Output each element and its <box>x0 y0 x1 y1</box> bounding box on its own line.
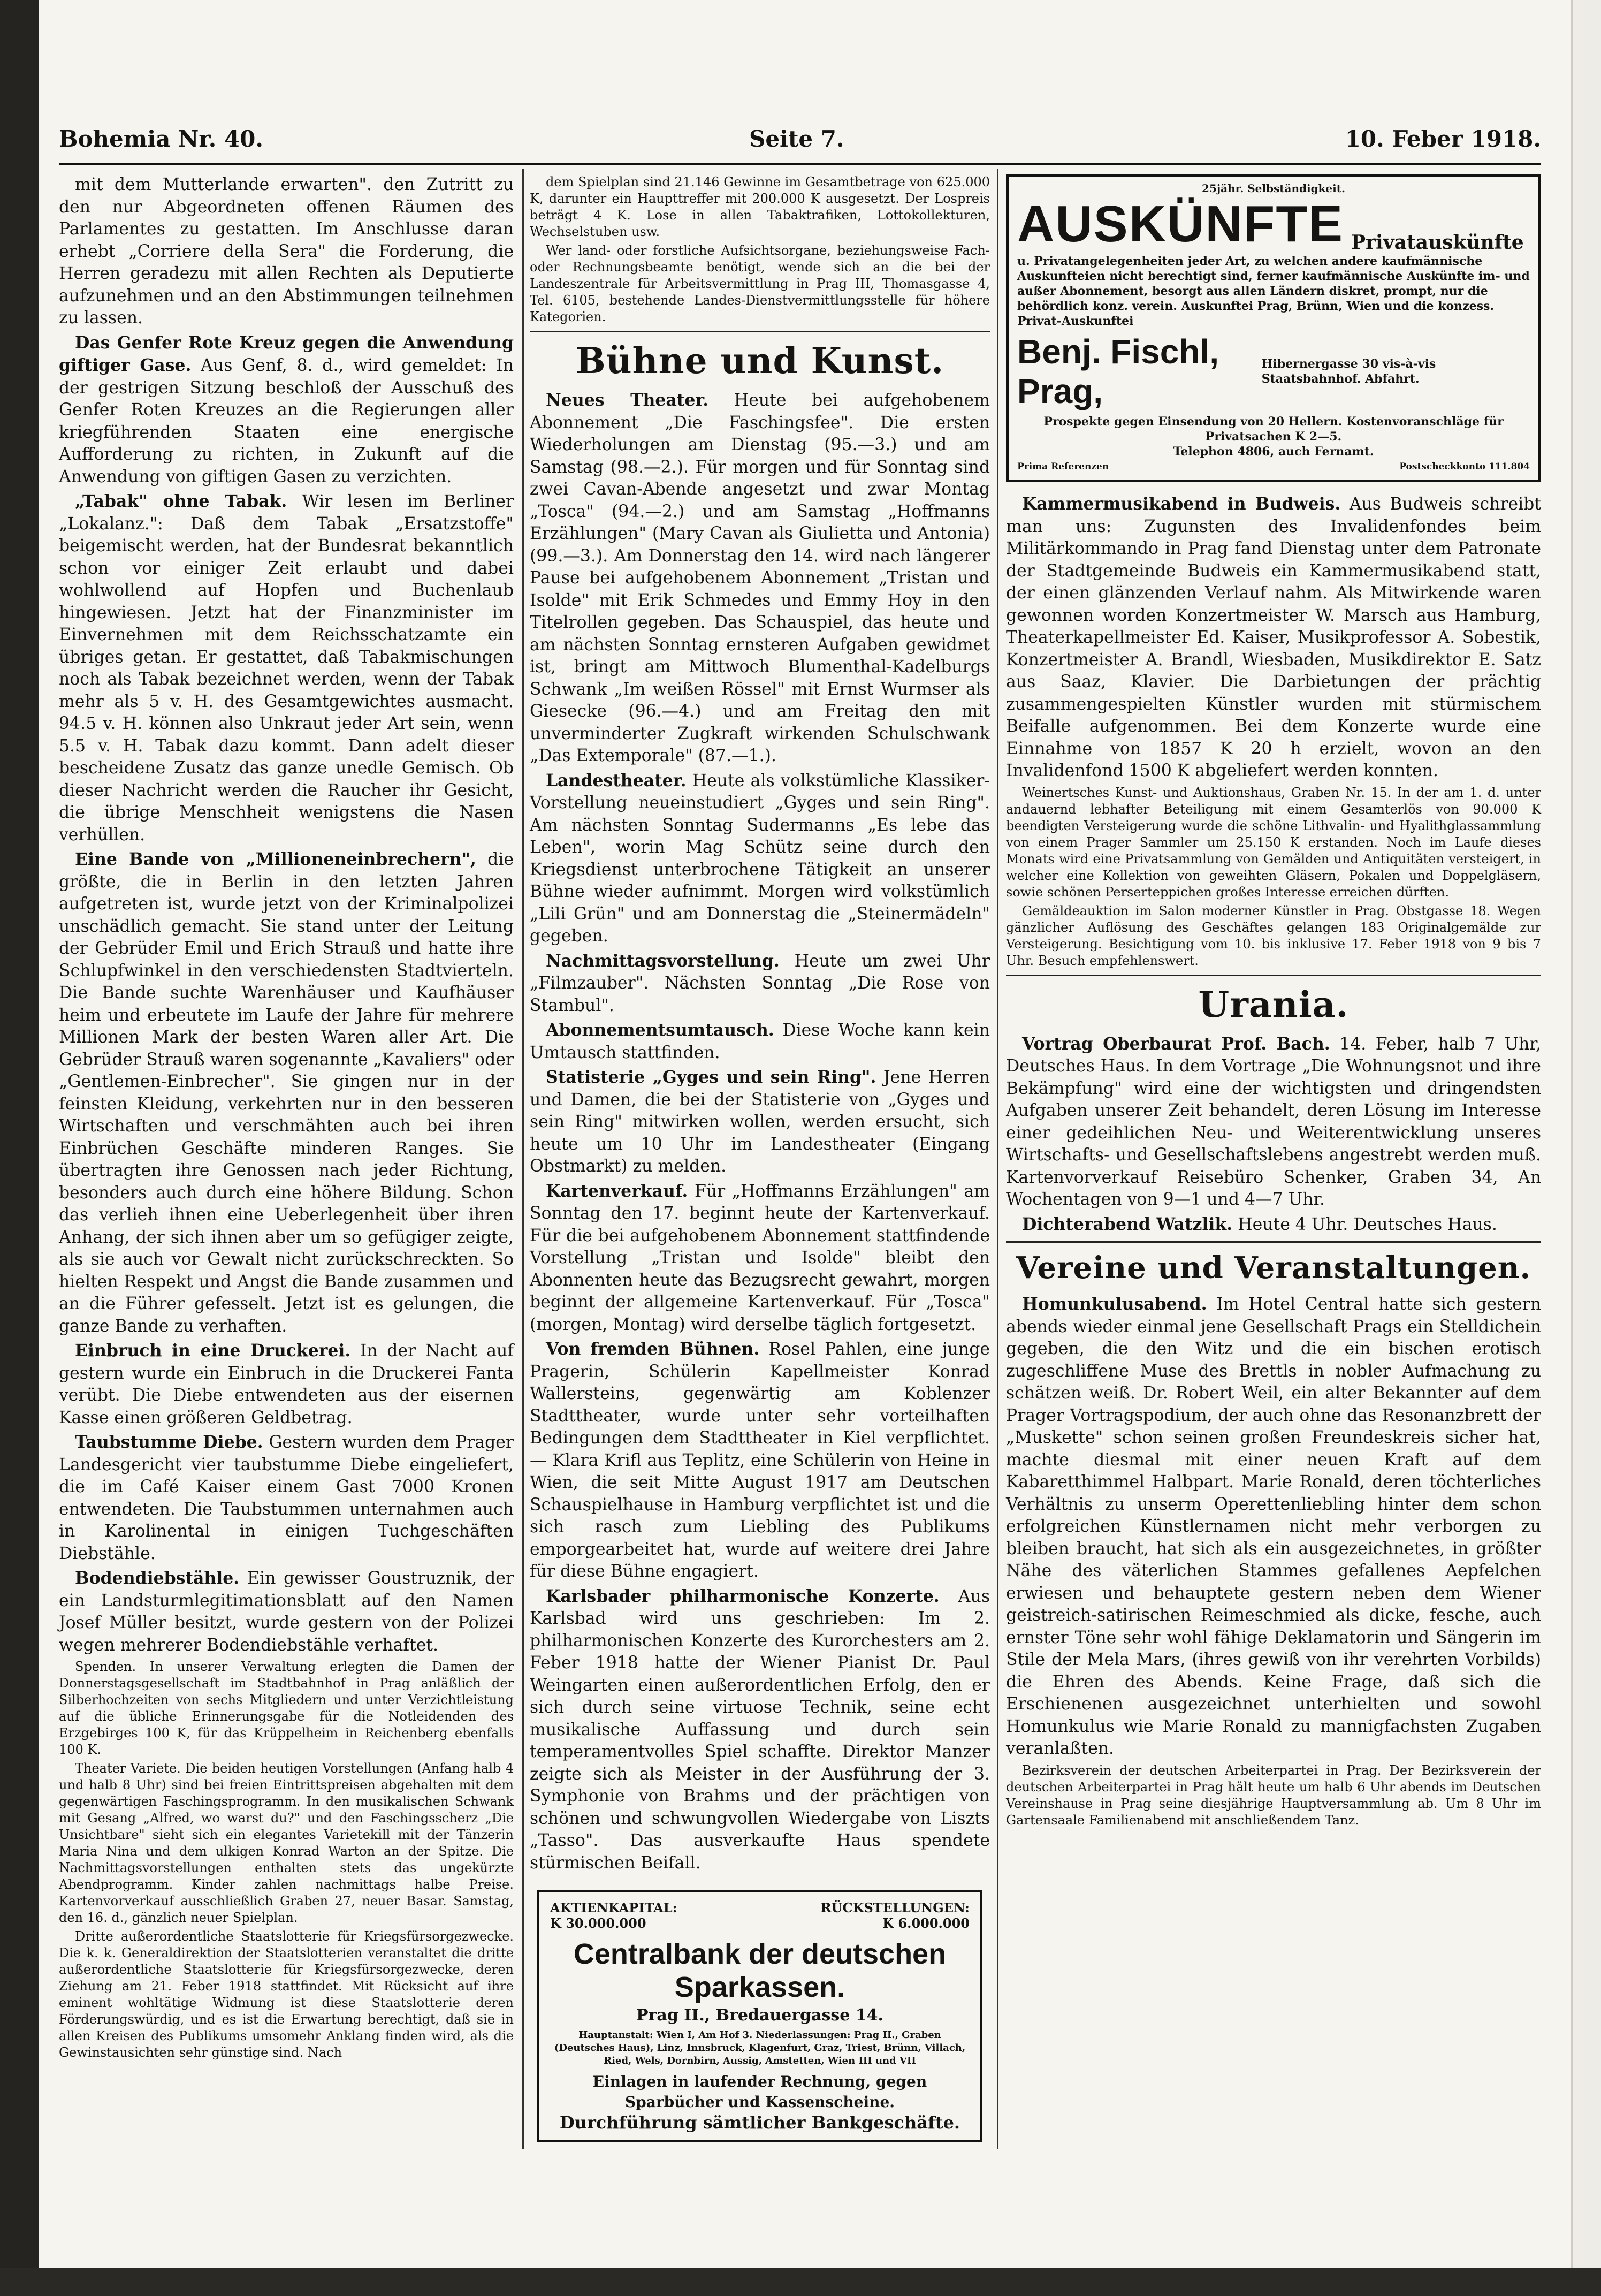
article-paragraph <box>1006 1293 1541 1760</box>
article-paragraph <box>530 1019 990 1064</box>
article-body: Heute als volkstümliche Klassiker-Vorstellung neueinstudiert „Gyges und sein Ring". Am nächsten Sonntag Sudermanns „Es lebe das Leben", worin Mag Schütz seine durch den Kriegsdienst unterbrochene Tätigkeit an unserer Bühne wieder aufnimmt. Morgen wird volkstümlich „Lili Grün" und am Donnerstag die „Steinermädeln" gegeben. <box>530 771 990 946</box>
capital-row <box>550 1900 970 1915</box>
capital-values-row <box>550 1915 970 1931</box>
section-heading: Bühne und Kunst. <box>575 340 944 382</box>
article-paragraph <box>59 332 514 489</box>
section-heading: Vereine und Veranstaltungen. <box>1016 1250 1531 1286</box>
article-paragraph <box>1006 1213 1541 1236</box>
article-body: Diese Woche kann kein Umtausch stattfinden. <box>530 1021 990 1062</box>
ad-references: Prima Referenzen <box>1017 461 1109 472</box>
article-body: Für „Hoffmanns Erzählungen" am Sonntag den 17. beginnt heute der Kartenverkauf. Für die bei aufgehobenem Abonnement stattfindende Vorstellung „Tristan und Isolde" bleibt den Abonnenten heute das Bezugsrecht gewahrt, morgen beginnt der allgemeine Kartenverkauf. Für „Tosca" (morgen, Montag) wird derselbe täglich fortgesetzt. <box>530 1181 990 1334</box>
article-paragraph <box>59 1340 514 1429</box>
article-body: Aus Budweis schreibt man uns: Zugunsten des Invalidenfondes beim Militärkommando in Prag fand Dienstag unter dem Patronate der Stadtgemeinde Budweis ein Kammermusikabend statt, der einen glänzenden Verlauf nahm. Als Mitwirkende waren gewonnen worden Konzertmeister W. Marsch aus Hamburg, Theaterkapellmeister Ed. Kaiser, Musikprofessor A. Sobestik, Konzertmeister A. Brandl, Wiesbaden, Musikdirektor E. Satz aus Saaz, Klavier. Die Darbietungen der prächtig zusammengespielten Künstler wurden mit stürmischem Beifalle aufgenommen. Bei dem Konzerte wurde eine Einnahme von 1857 K 20 h erzielt, wovon an den Invalidenfond 1500 K abgeliefert werden konnten. <box>1006 495 1541 780</box>
section-rule <box>530 331 990 332</box>
article-heading: Von fremden Bühnen. <box>546 1339 760 1359</box>
article-paragraph <box>1006 1033 1541 1211</box>
article-paragraph <box>59 1431 514 1565</box>
article-body: Ein gewisser Goustruznik, der ein Landsturmlegitimationsblatt auf den Namen Josef Müller besitzt, wurde gestern von der Polizei wegen mehrerer Bodendiebstähle verhaftet. <box>59 1569 514 1655</box>
scan-left-border <box>0 0 39 2296</box>
article-body: die größte, die in Berlin in den letzten Jahren aufgetreten ist, wurde jetzt von der Kriminalpolizei unschädlich gemacht. Sie stand unter der Leitung der Gebrüder Emil und Erich Strauß und hatte ihre Schlupfwinkel in den verschiedensten Stadtvierteln. Die Bande suchte Warenhäuser und Kaufhäuser heim und erbeutete im Laufe der Jahre für mehrere Millionen Mark der besten Waren aller Art. Die Gebrüder Strauß waren sogenannte „Kavaliers" oder „Gentlemen-Einbrecher". Sie gingen nur in der feinsten Kleidung, verkehrten nur in den besseren Wirtschaften und verschmähten auch bei ihren Einbrüchen Geschäfte minderen Ranges. Sie übertragten ihre Genossen nach jeder Richtung, besonders auch durch eine höhere Bildung. Schon das verlieh ihnen eine Ueberlegenheit über ihren Anhang, der sich ihnen aber um so gefügiger zeigte, als sie auch vor Gewalt nicht zurückschreckten. So hielten Respekt und Angst die Bande zusammen und an die Führer gefesselt. Jetzt ist es gelungen, die ganze Bande zu verhaften. <box>59 850 514 1336</box>
notice-paragraph: Gemäldeauktion im Salon moderner Künstler in Prag. Obstgasse 18. Wegen gänzlicher Auflösung des Geschäftes gelangen 183 Originalgemälde zur Versteigerung. Besichtigung vom 10. bis inklusive 17. Feber 1918 von 9 bis 7 Uhr. Besuch empfehlenswert. <box>1006 903 1541 968</box>
column-3 <box>1006 174 1541 1831</box>
ad-headline: AUSKÜNFTE <box>1017 195 1344 253</box>
section-rule <box>1006 975 1541 976</box>
article-heading: Abonnementsumtausch. <box>546 1020 774 1040</box>
issue-date: 10. Feber 1918. <box>1345 126 1541 152</box>
scan-bottom-border <box>0 2268 1601 2296</box>
reserves-label: RÜCKSTELLUNGEN: <box>820 1900 970 1915</box>
article-body: Jene Herren und Damen, die bei der Statisterie von „Gyges und sein Ring" mitwirken wollen, werden ersucht, sich heute um 10 Uhr im Landestheater (Eingang Obstmarkt) zu melden. <box>530 1068 990 1176</box>
newspaper-page <box>59 115 1541 2234</box>
article-body: Aus Genf, 8. d., wird gemeldet: In der gestrigen Sitzung beschloß der Ausschuß des Genfer Roten Kreuzes an die Regierungen aller kriegführenden Staaten eine energische Aufforderung zu richten, in Zukunft auf die Anwendung von giftigen Gasen zu verzichten. <box>59 356 514 486</box>
ad-prospectus: Prospekte gegen Einsendung von 20 Hellern. Kostenvoranschläge für Privatsachen K 2—5. <box>1043 415 1504 444</box>
article-body: Rosel Pahlen, eine junge Pragerin, Schülerin Kapellmeister Konrad Wallersteins, gegenwärtig am Koblenzer Stadttheater, wurde unter sehr vorteilhaften Bedingungen dem Stadttheater in Kiel verpflichtet. — Klara Krifl aus Teplitz, eine Schülerin von Heine in Wien, die seit Mitte August 1917 am Deutschen Schauspielhause in Hamburg verpflichtet ist und die sich rasch zum Liebling des Publikums emporgearbeitet hat, wurde auf weitere drei Jahre für diese Bühne engagiert. <box>530 1340 990 1581</box>
article-body: 14. Feber, halb 7 Uhr, Deutsches Haus. In dem Vortrage „Die Wohnungsnot und ihre Bekämpfung" wird eine der wichtigsten und dringendsten Aufgaben unserer Zeit behandelt, deren Lösung im Interesse einer gedeihlichen Neu- und Weiterentwicklung unseres Wirtschafts- und Gesellschaftslebens angestrebt werden muß. Kartenvorverkauf Reisebüro Schenker, Graben 34, An Wochentagen von 9—1 und 4—7 Uhr. <box>1006 1034 1542 1209</box>
article-heading: Nachmittagsvorstellung. <box>546 951 780 971</box>
notice-paragraph: Dritte außerordentliche Staatslotterie für Kriegsfürsorgezwecke. Die k. k. Generaldirektion der Staatslotterien veranstaltet die dritte außerordentliche Staatslotterie für Kriegsfürsorgezwecke, deren Ziehung am 21. Feber 1918 stattfindet. Mit Rücksicht auf ihre eminent wohltätige Widmung ist diese Staatslotterie deren Förderungswürdig, und es ist die Erwartung berechtigt, daß sie in allen Kreisen des Publikums umsomehr Anklang finden wird, als die Gewinstausichten sehr günstige sind. Nach <box>59 1929 514 2060</box>
article-body: Wir lesen im Berliner „Lokalanz.": Daß dem Tabak „Ersatzstoffe" beigemischt werden, hat der Bundesrat bekanntlich schon vor einiger Zeit erlaubt und dabei wohlwollend auf Hopfen und Buchenlaub hingewiesen. Jetzt hat der Finanzminister im Einvernehmen mit dem Reichsschatzamte ein übriges getan. Er gestattet, daß Tabakmischungen noch als Tabak bezeichnet werden, wenn der Tabak mehr als 5 v. H. des Gesamtgewichtes ausmacht. 94.5 v. H. können also Unkraut jeder Art sein, wenn 5.5 v. H. Tabak dazu kommt. Dann adelt dieser bescheidene Zusatz das ganze unedle Gemisch. Ob dieser Nachricht werden die Raucher ihr Gesicht, die übrige Menschheit wenigstens die Nasen verhüllen. <box>59 492 514 845</box>
article-paragraph <box>530 1180 990 1336</box>
header-rule <box>59 163 1541 165</box>
article-heading: Vortrag Oberbaurat Prof. Bach. <box>1022 1033 1330 1054</box>
article-heading: Das Genfer Rote Kreuz gegen die Anwendung giftiger Gase. <box>59 332 514 375</box>
ad-subheadline: Privatauskünfte <box>1351 231 1524 254</box>
column-divider-1 <box>522 169 524 2149</box>
article-body: Heute bei aufgehobenem Abonnement „Die Faschingsfee". Die ersten Wiederholungen am Dienstag (95.—3.) und am Samstag (98.—2.). Für morgen und für Sonntag sind zwei Cavan-Abende angesetzt und zwar Montag „Tosca" (94.—2.) und am Samstag „Hoffmanns Erzählungen" (Mary Cavan als Giulietta und Antonia) (99.—3.). Am Donnerstag den 14. wird nach längerer Pause bei aufgehobenem Abonnement „Tristan und Isolde" mit Erik Schmedes und Emmy Hoy in den Titelrollen gegeben. Das Schauspiel, das heute und am nächsten Sonntag ernsteren Aufgaben gewidmet ist, bringt am Mittwoch Blumenthal-Kadelburgs Schwank „Im weißen Rössel" mit Ernst Wurmser als Giesecke (96.—4.) und am Freitag den mit unverminderter Zugkraft wirkenden Schulschwank „Das Extemporale" (87.—1.). <box>530 391 990 765</box>
article-heading: Bodendiebstähle. <box>75 1568 240 1588</box>
page-number: Seite 7. <box>749 126 844 152</box>
article-paragraph <box>530 389 990 767</box>
column-divider-2 <box>997 169 998 2149</box>
notice-paragraph: dem Spielplan sind 21.146 Gewinne im Gesamtbetrage von 625.000 K, darunter ein Haupttreffer mit 200.000 K ausgesetzt. Der Lospreis beträgt 4 K. Lose in allen Tabaktrafiken, Lottokollekturen, Wechselstuben usw. <box>530 174 990 239</box>
article-paragraph <box>59 1567 514 1656</box>
article-body: In der Nacht auf gestern wurde ein Einbruch in die Druckerei Fanta verübt. Die Diebe entwendeten aus der eisernen Kasse einen größeren Geldbetrag. <box>59 1341 514 1427</box>
article-heading: Kammermusikabend in Budweis. <box>1022 494 1341 514</box>
scan-right-margin <box>1571 0 1601 2296</box>
article-body: Aus Karlsbad wird uns geschrieben: Im 2. philharmonischen Konzerte des Kurorchesters am 2. Feber 1918 hatte der Wiener Pianist Dr. Paul Weingarten einen außerordentlichen Erfolg, den er sich durch seine virtuose Technik, seine echt musikalische Auffassung und durch sein temperamentvolles Spiel schaffte. Direktor Manzer zeigte sich als Meister in der Ausführung der 3. Symphonie von Brahms und der prächtigen von schönen und schwungvollen Wiedergabe von Liszts „Tasso". Das ausverkaufte Haus spendete stürmischen Beifall. <box>530 1586 990 1873</box>
notice-paragraph: Wer land- oder forstliche Aufsichtsorgane, beziehungsweise Fach- oder Rechnungsbeamte benötigt, wende sich an die bei der Landeszentrale für Arbeitsvermittlung in Prag III, Thomasgasse 4, Tel. 6105, bestehende Landes-Dienstvermittlungsstelle für höhere Kategorien. <box>530 243 990 324</box>
article-paragraph <box>530 770 990 948</box>
article-paragraph <box>530 1338 990 1583</box>
column-2 <box>530 174 990 2148</box>
detective-agency-advertisement <box>1006 174 1541 482</box>
article-paragraph <box>530 950 990 1017</box>
article-body: Heute um zwei Uhr „Filmzauber". Nächsten Sonntag „Die Rose von Stambul". <box>530 951 990 1015</box>
section-rule <box>1006 1241 1541 1243</box>
ad-postal-account: Postscheckkonto 111.804 <box>1399 461 1530 472</box>
page-header <box>59 126 1541 160</box>
notice-paragraph: Theater Variete. Die beiden heutigen Vorstellungen (Anfang halb 4 und halb 8 Uhr) sind bei freien Eintrittspreisen abgehalten mit dem gegenwärtigen Faschingsprogramm. In den musikalischen Schwank mit Gesang „Alfred, wo warst du?" und den Faschingsscherz „Die Unsichtbare" sieht sich ein elegantes Varietekill mit der Tänzerin Maria Nina und dem ulkigen Konrad Warton an der Spitze. Die Nachmittagsvorstellungen enthalten stets das ungekürzte Abendprogramm. Kinder zahlen nachmittags halbe Preise. Kartenvorverkauf ausschließlich Graben 27, neuer Basar. Samstag, den 16. d., gänzlich neuer Spielplan. <box>59 1761 514 1925</box>
capital-label: AKTIENKAPITAL: <box>550 1900 677 1915</box>
article-heading: „Tabak" ohne Tabak. <box>75 491 287 511</box>
article-heading: Neues Theater. <box>546 390 709 410</box>
ad-tagline: 25jähr. Selbständigkeit. <box>1202 182 1345 195</box>
article-body: Gestern wurden dem Prager Landesgericht vier taubstumme Diebe eingeliefert, die im Café Kaiser einem Gast 7000 Kronen entwendeten. Die Taubstummen unternahmen auch in Karolinental in einigen Tuchgeschäften Diebstähle. <box>59 1433 514 1563</box>
bank-name: Centralbank der deutschen Sparkassen. <box>573 1938 947 2003</box>
article-paragraph <box>530 1066 990 1178</box>
article-heading: Eine Bande von „Millioneneinbrechern", <box>75 849 476 869</box>
bank-address: Prag II., Bredauergasse 14. <box>636 2006 883 2025</box>
notice-paragraph: Weinertsches Kunst- und Auktionshaus, Graben Nr. 15. In der am 1. d. unter andauernd lebhafter Beteiligung mit einem Gesamterlös von 90.000 K beendigten Versteigerung wurde die schöne Lithvalin- und Hyalithglassammlung von einem Prager Sammler um 25.150 K erstanden. Noch im Laufe dieses Monats wird eine Privatsammlung von Gemälden und Antiquitäten versteigert, in welcher eine Kollektion von geweihten Gläsern, Pokalen und Doppelgläsern, sowie schönen Perserteppichen großes Interesse erreichen dürften. <box>1006 785 1541 900</box>
ad-firm-name: Benj. Fischl, Prag, <box>1017 332 1219 410</box>
article-heading: Homunkulusabend. <box>1022 1294 1207 1314</box>
bank-service-line: Einlagen in laufender Rechnung, gegen <box>592 2073 927 2090</box>
section-heading: Urania. <box>1198 983 1349 1025</box>
notice-paragraph: Bezirksverein der deutschen Arbeiterpartei in Prag. Der Bezirksverein der deutschen Arbeiterpartei in Prag hält heute um halb 6 Uhr abends im Deutschen Vereinshause in Prag seine diesjährige Hauptversammlung ab. Um 8 Uhr im Gartensaale Familienabend mit anschließendem Tanz. <box>1006 1762 1541 1828</box>
article-heading: Dichterabend Watzlik. <box>1022 1214 1233 1234</box>
notice-paragraph: Spenden. In unserer Verwaltung erlegten die Damen der Donnerstagsgesellschaft im Stadtbahnhof in Prag anläßlich der Silberhochzeiten von sechs Mitgliedern und unter Verzichtleistung auf die übliche Erinnerungsgabe für die Notleidenden des Erzgebirges 100 K, für das Krüppelheim in Reichenberg ebenfalls 100 K. <box>59 1659 514 1757</box>
article-heading: Kartenverkauf. <box>546 1181 688 1201</box>
reserves-value: K 6.000.000 <box>882 1915 970 1931</box>
bank-service-line: Sparbücher und Kassenscheine. <box>624 2093 895 2111</box>
article-paragraph <box>59 490 514 846</box>
ad-firm-address: Hibernergasse 30 vis-à-vis Staatsbahnhof. Abfahrt. <box>1261 357 1436 386</box>
article-paragraph <box>530 1585 990 1875</box>
article-paragraph <box>1006 493 1541 782</box>
bank-branches: Hauptanstalt: Wien I, Am Hof 3. Niederlassungen: Prag II., Graben (Deutsches Haus), Linz, Innsbruck, Klagenfurt, Graz, Triest, Brünn, Villach, Ried, Wels, Dornbirn, Aussig, Amstetten, Wien III und VII <box>554 2029 966 2066</box>
ad-body: u. Privatangelegenheiten jeder Art, zu welchen andere kaufmännische Auskunfteien nicht berechtigt sind, ferner kaufmännische Auskünfte im- und außer Abonnement, besorgt aus allen Ländern diskret, prompt, nur die behördlich konz. verein. Auskunftei Prag, Brünn, Wien und die konzess. Privat-Auskunftei <box>1017 254 1530 328</box>
column-1 <box>59 174 514 2063</box>
bank-advertisement <box>537 1890 982 2142</box>
article-paragraph <box>59 848 514 1337</box>
article-heading: Landestheater. <box>546 770 687 790</box>
bank-service-line: Durchführung sämtlicher Bankgeschäfte. <box>559 2112 960 2133</box>
capital-value: K 30.000.000 <box>550 1915 646 1931</box>
article-heading: Karlsbader philharmonische Konzerte. <box>546 1586 940 1606</box>
article-body: Heute 4 Uhr. Deutsches Haus. <box>1238 1214 1497 1234</box>
article-paragraph: mit dem Mutterlande erwarten". den Zutritt zu den nur Abgeordneten offenen Räumen des Parlamentes zu gestatten. Im Anschlusse daran erhebt „Corriere della Sera" die Forderung, die Herren geradezu mit allen Rechten als Deputierte aufzunehmen und an den Abstimmungen teilnehmen zu lassen. <box>59 175 514 328</box>
article-heading: Taubstumme Diebe. <box>75 1432 263 1452</box>
article-body: Im Hotel Central hatte sich gestern abends wieder einmal jene Gesellschaft Prags ein Stelldichein gegeben, die den Witz und die ein bischen erotisch zugeschliffene Muse des Brettls in nobler Aufmachung zu schätzen weiß. Dr. Robert Weil, ein alter Bekannter auf dem Prager Vortragspodium, der auch ohne das Resonanzbrett der „Muskette" schon seinen großen Freundeskreis sicher hat, machte diesmal mit einer neuen Kraft auf dem Kabaretthimmel Halbpart. Marie Ronald, deren töchterliches Verhältnis zu unserm Operettenliebling hinter dem schon erfolgreichen Künstlernamen nicht mehr verborgen zu bleiben braucht, hat sich als ein ausgezeichnetes, in größter Nähe des väterlichen Stammes gefallenes Aepfelchen erwiesen und behauptete gestern neben dem Wiener geistreich-satirischen Reimeschmied als dicke, fesche, auch ernster Töne sehr wohl fähige Deklamatorin und Sängerin im Stile der Mela Mars, (ihres gewiß von ihr verehrten Vorbilds) die Ehren des Abends. Keine Frage, daß sich die Erschienenen ausgezeichnet unterhielten und sowohl Homunkulus wie Marie Ronald zu mannigfachsten Zugaben veranlaßten. <box>1006 1295 1541 1758</box>
ad-phone: Telephon 4806, auch Fernamt. <box>1173 445 1374 459</box>
masthead-issue: Bohemia Nr. 40. <box>59 126 263 152</box>
article-heading: Einbruch in eine Druckerei. <box>75 1341 351 1360</box>
article-heading: Statisterie „Gyges und sein Ring". <box>546 1067 876 1087</box>
